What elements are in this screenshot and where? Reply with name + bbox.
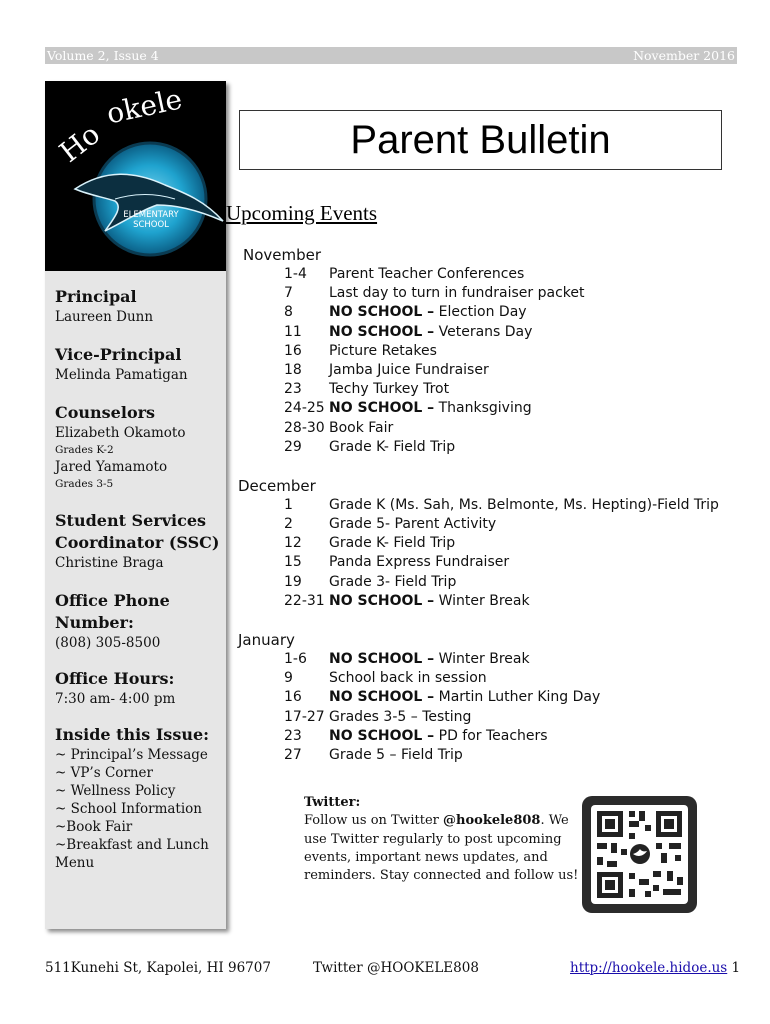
event-date: 23 bbox=[284, 381, 302, 398]
event-date: 1-6 bbox=[284, 651, 307, 667]
event-desc bbox=[329, 592, 530, 611]
counselor-grades: Grades K-2 bbox=[55, 444, 114, 456]
event-text: Grade K (Ms. Sah, Ms. Belmonte, Ms. Hepting)-Field Trip bbox=[329, 496, 719, 513]
no-school-label: NO SCHOOL – bbox=[329, 592, 435, 609]
event-text: Parent Teacher Conferences bbox=[329, 266, 525, 282]
event-desc bbox=[329, 688, 600, 707]
event-desc bbox=[329, 342, 437, 361]
event-date: 24-25 bbox=[284, 400, 325, 417]
hours-label: Office Hours: bbox=[55, 669, 175, 688]
event-desc bbox=[329, 399, 532, 418]
event-date: 2 bbox=[284, 516, 293, 533]
office-phone: (808) 305-8500 bbox=[55, 635, 161, 651]
event-date: 19 bbox=[284, 573, 302, 590]
event-text: Grade 5- Parent Activity bbox=[329, 516, 497, 533]
ssc-label: Coordinator (SSC) bbox=[55, 533, 220, 552]
event-date: 23 bbox=[284, 727, 302, 744]
staff-info bbox=[55, 286, 221, 872]
event-desc bbox=[329, 534, 455, 553]
event-date: 29 bbox=[284, 438, 302, 455]
event-date: 1 bbox=[284, 496, 293, 513]
svg-text:SCHOOL: SCHOOL bbox=[133, 220, 169, 230]
event-row bbox=[238, 342, 437, 361]
inside-issue-label: Inside this Issue: bbox=[55, 725, 210, 744]
footer-right bbox=[570, 960, 740, 976]
event-text: Grade 5 – Field Trip bbox=[329, 746, 463, 763]
event-desc bbox=[329, 496, 719, 515]
event-date: 27 bbox=[284, 746, 302, 763]
event-text: Martin Luther King Day bbox=[434, 689, 601, 706]
event-row bbox=[238, 496, 719, 515]
no-school-label: NO SCHOOL – bbox=[329, 689, 435, 706]
event-text: Grade K- Field Trip bbox=[329, 535, 456, 552]
event-row bbox=[238, 303, 527, 322]
event-text: PD for Teachers bbox=[434, 727, 548, 744]
title-box bbox=[239, 110, 722, 170]
phone-label: Number: bbox=[55, 613, 134, 632]
footer-twitter: Twitter @HOOKELE808 bbox=[313, 960, 479, 976]
sidebar bbox=[45, 81, 226, 929]
school-logo bbox=[45, 81, 226, 271]
svg-text:okele: okele bbox=[103, 82, 185, 131]
event-row bbox=[238, 650, 530, 669]
event-date: 1-4 bbox=[284, 266, 307, 282]
twitter-text: reminders. Stay connected and follow us! bbox=[304, 868, 579, 884]
event-row bbox=[238, 323, 533, 342]
counselors-label: Counselors bbox=[55, 403, 156, 422]
event-date: 11 bbox=[284, 323, 302, 340]
event-row bbox=[238, 265, 525, 284]
inside-item: ~ Wellness Policy bbox=[55, 783, 176, 799]
no-school-label: NO SCHOOL – bbox=[329, 651, 435, 667]
event-desc bbox=[329, 284, 585, 303]
event-desc bbox=[329, 515, 496, 534]
counselor-name: Elizabeth Okamoto bbox=[55, 425, 186, 441]
event-desc bbox=[329, 727, 548, 746]
event-text: Panda Express Fundraiser bbox=[329, 554, 510, 571]
event-row bbox=[238, 669, 487, 688]
event-desc bbox=[329, 650, 530, 669]
event-text: Grade 3- Field Trip bbox=[329, 573, 457, 590]
twitter-text: Follow us on Twitter @hookele808. We bbox=[304, 813, 569, 829]
no-school-label: NO SCHOOL – bbox=[329, 304, 435, 321]
qr-code-icon bbox=[591, 805, 688, 904]
inside-item: ~ VP’s Corner bbox=[55, 765, 153, 781]
event-desc bbox=[329, 380, 449, 399]
event-row bbox=[238, 399, 532, 418]
event-row bbox=[238, 515, 497, 534]
event-text: Last day to turn in fundraiser packet bbox=[329, 285, 585, 302]
event-date: 28-30 bbox=[284, 419, 325, 436]
event-desc bbox=[329, 303, 527, 322]
event-text: Election Day bbox=[434, 304, 527, 321]
event-desc bbox=[329, 708, 471, 727]
event-row bbox=[238, 746, 463, 765]
vp-name: Melinda Pamatigan bbox=[55, 367, 188, 383]
event-text: Grades 3-5 – Testing bbox=[329, 708, 472, 725]
principal-name: Laureen Dunn bbox=[55, 309, 154, 325]
event-row bbox=[238, 553, 510, 572]
ssc-label: Student Services bbox=[55, 511, 207, 530]
upcoming-events-heading: Upcoming Events bbox=[226, 201, 378, 225]
twitter-qr-code[interactable] bbox=[582, 796, 697, 913]
event-text: Grade K- Field Trip bbox=[329, 438, 456, 455]
event-row bbox=[238, 438, 456, 457]
volume-issue: Volume 2, Issue 4 bbox=[47, 48, 159, 63]
event-text: Techy Turkey Trot bbox=[329, 381, 450, 398]
page-number: 1 bbox=[731, 960, 741, 976]
event-desc bbox=[329, 323, 532, 342]
event-text: Thanksgiving bbox=[434, 400, 532, 417]
svg-text:Ho: Ho bbox=[53, 117, 107, 169]
event-desc bbox=[329, 419, 393, 438]
event-date: 9 bbox=[284, 670, 293, 687]
event-desc bbox=[329, 746, 463, 765]
inside-item: ~ Principal’s Message bbox=[55, 747, 208, 763]
twitter-heading: Twitter: bbox=[304, 795, 361, 810]
event-text: School back in session bbox=[329, 670, 487, 687]
event-row bbox=[238, 592, 530, 611]
event-date: 15 bbox=[284, 554, 302, 571]
inside-item: ~ School Information bbox=[55, 801, 202, 817]
event-date: 16 bbox=[284, 689, 302, 706]
no-school-label: NO SCHOOL – bbox=[329, 323, 435, 340]
event-text: Winter Break bbox=[434, 592, 530, 609]
twitter-text: events, important news updates, and bbox=[304, 849, 548, 865]
twitter-text: use Twitter regularly to post upcoming bbox=[304, 831, 562, 847]
event-desc bbox=[329, 438, 455, 457]
phone-label: Office Phone bbox=[55, 591, 170, 610]
vp-label: Vice-Principal bbox=[55, 345, 182, 364]
event-date: 8 bbox=[284, 304, 293, 321]
manta-ray-logo-icon bbox=[45, 81, 226, 271]
ssc-name: Christine Braga bbox=[55, 555, 164, 571]
event-row bbox=[238, 573, 457, 592]
inside-item: ~Breakfast and Lunch bbox=[55, 837, 209, 853]
month-heading: December bbox=[238, 476, 316, 495]
event-date: 22-31 bbox=[284, 592, 325, 609]
event-date: 12 bbox=[284, 535, 302, 552]
twitter-handle: @hookele808 bbox=[443, 813, 541, 829]
event-row bbox=[238, 419, 394, 438]
month-heading: January bbox=[238, 631, 295, 649]
event-row bbox=[238, 534, 456, 553]
event-text: Jamba Juice Fundraiser bbox=[329, 361, 489, 378]
event-date: 17-27 bbox=[284, 708, 325, 725]
svg-text:ELEMENTARY: ELEMENTARY bbox=[123, 210, 179, 220]
counselor-name: Jared Yamamoto bbox=[55, 459, 168, 475]
inside-item: Menu bbox=[55, 855, 95, 871]
event-row bbox=[238, 708, 472, 727]
event-date: 7 bbox=[284, 285, 293, 302]
twitter-info bbox=[304, 794, 580, 885]
page-title: Parent Bulletin bbox=[350, 118, 611, 162]
event-text: Book Fair bbox=[329, 419, 394, 436]
event-text: Winter Break bbox=[434, 651, 530, 667]
no-school-label: NO SCHOOL – bbox=[329, 400, 435, 417]
event-text: Veterans Day bbox=[434, 323, 533, 340]
event-row bbox=[238, 284, 585, 303]
office-hours: 7:30 am- 4:00 pm bbox=[55, 691, 176, 707]
no-school-label: NO SCHOOL – bbox=[329, 727, 435, 744]
school-website-link[interactable]: http://hookele.hidoe.us bbox=[570, 960, 728, 976]
footer-address: 511Kunehi St, Kapolei, HI 96707 bbox=[45, 960, 271, 976]
issue-header-bar bbox=[45, 47, 737, 64]
issue-date: November 2016 bbox=[633, 48, 735, 63]
counselor-grades: Grades 3-5 bbox=[55, 478, 114, 490]
event-row bbox=[238, 727, 548, 746]
event-row bbox=[238, 361, 489, 380]
events-list bbox=[238, 245, 719, 765]
event-row bbox=[238, 380, 450, 399]
event-desc bbox=[329, 573, 456, 592]
month-heading: November bbox=[243, 246, 322, 264]
event-date: 18 bbox=[284, 361, 302, 378]
event-desc bbox=[329, 553, 509, 572]
event-desc bbox=[329, 361, 489, 380]
inside-item: ~Book Fair bbox=[55, 819, 133, 835]
event-desc bbox=[329, 265, 524, 284]
principal-label: Principal bbox=[55, 287, 137, 306]
event-text: Picture Retakes bbox=[329, 342, 437, 359]
event-date: 16 bbox=[284, 342, 302, 359]
event-desc bbox=[329, 669, 487, 688]
event-row bbox=[238, 688, 601, 707]
